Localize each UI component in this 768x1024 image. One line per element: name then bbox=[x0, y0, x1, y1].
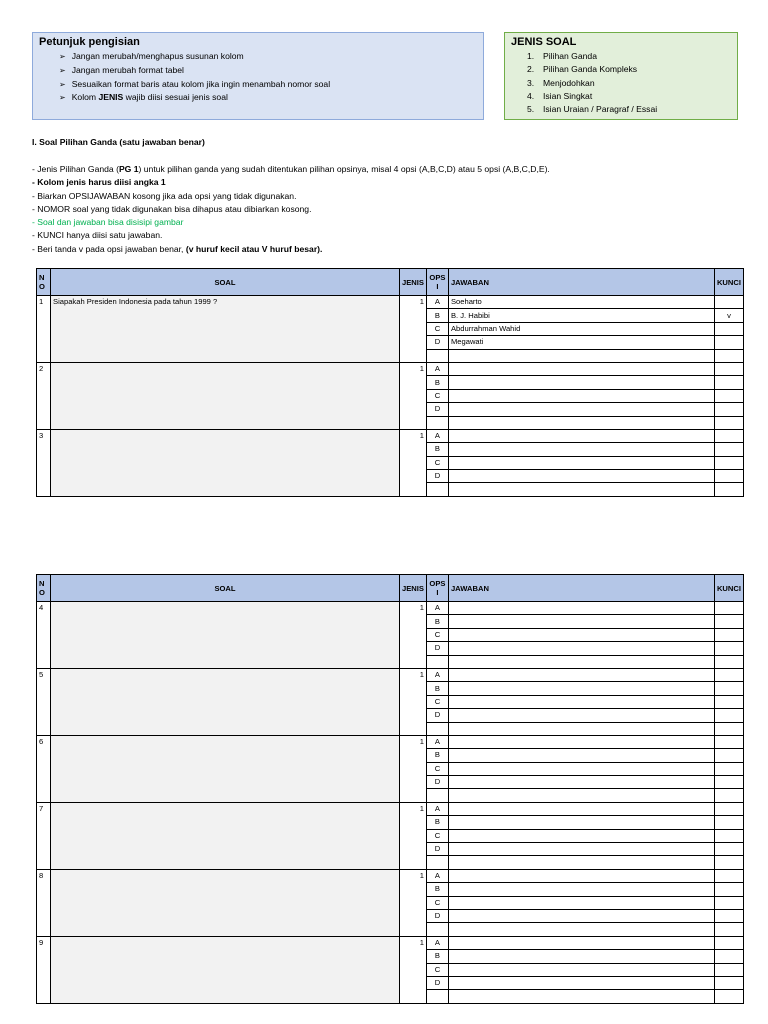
question-number: 1 bbox=[37, 296, 51, 363]
table-header-row bbox=[37, 269, 744, 296]
answer-cell[interactable] bbox=[448, 695, 714, 708]
question-number: 2 bbox=[37, 362, 51, 429]
option-letter-cell bbox=[426, 655, 448, 668]
key-cell[interactable] bbox=[714, 668, 743, 681]
key-cell[interactable] bbox=[714, 776, 743, 789]
answer-cell[interactable] bbox=[448, 443, 714, 456]
question-number: 9 bbox=[37, 936, 51, 1003]
option-letter-cell: D bbox=[426, 709, 448, 722]
header-soal: SOAL bbox=[51, 575, 400, 602]
table-row bbox=[37, 429, 744, 442]
option-letter-cell: A bbox=[426, 362, 448, 375]
table-row bbox=[37, 296, 744, 309]
option-letter-cell: A bbox=[426, 668, 448, 681]
answer-cell[interactable] bbox=[448, 869, 714, 882]
key-cell[interactable] bbox=[714, 602, 743, 615]
option-letter-cell: C bbox=[426, 322, 448, 335]
instructions-list bbox=[59, 50, 483, 105]
key-cell[interactable] bbox=[714, 470, 743, 483]
key-cell[interactable] bbox=[714, 762, 743, 775]
instruction-item: ➢ Jangan merubah format tabel bbox=[59, 64, 483, 78]
answer-cell[interactable] bbox=[448, 403, 714, 416]
key-cell[interactable] bbox=[714, 655, 743, 668]
answer-cell[interactable]: Megawati bbox=[448, 336, 714, 349]
answer-cell[interactable] bbox=[448, 829, 714, 842]
question-text-cell[interactable] bbox=[51, 869, 400, 936]
answer-cell[interactable] bbox=[448, 856, 714, 869]
option-letter-cell bbox=[426, 856, 448, 869]
rule-line: - Jenis Pilihan Ganda (PG 1) untuk pilihan ganda yang sudah ditentukan pilihan opsinya, misal 4 opsi (A,B,C,D) atau 5 opsi (A,B,C,D,E). bbox=[32, 164, 550, 174]
key-cell[interactable]: v bbox=[714, 309, 743, 322]
key-cell[interactable] bbox=[714, 923, 743, 936]
answer-cell[interactable] bbox=[448, 628, 714, 641]
answer-cell[interactable] bbox=[448, 429, 714, 442]
instruction-item: ➢ Kolom JENIS wajib diisi sesuai jenis soal bbox=[59, 91, 483, 105]
instruction-item: ➢ Sesuaikan format baris atau kolom jika ingin menambah nomor soal bbox=[59, 78, 483, 92]
question-text-cell[interactable] bbox=[51, 362, 400, 429]
option-letter-cell: B bbox=[426, 749, 448, 762]
key-cell[interactable] bbox=[714, 869, 743, 882]
question-text-cell[interactable] bbox=[51, 936, 400, 1003]
rule-line: - Kolom jenis harus diisi angka 1 bbox=[32, 177, 166, 188]
key-cell[interactable] bbox=[714, 296, 743, 309]
option-letter-cell: C bbox=[426, 963, 448, 976]
key-cell[interactable] bbox=[714, 376, 743, 389]
answer-cell[interactable]: Abdurrahman Wahid bbox=[448, 322, 714, 335]
answer-cell[interactable] bbox=[448, 843, 714, 856]
key-cell[interactable] bbox=[714, 829, 743, 842]
answer-cell[interactable] bbox=[448, 802, 714, 815]
key-cell[interactable] bbox=[714, 483, 743, 496]
key-cell[interactable] bbox=[714, 909, 743, 922]
answer-cell[interactable] bbox=[448, 470, 714, 483]
jenis-cell[interactable]: 1 bbox=[400, 429, 427, 496]
answer-cell[interactable] bbox=[448, 749, 714, 762]
answer-cell[interactable]: Soeharto bbox=[448, 296, 714, 309]
option-letter-cell bbox=[426, 349, 448, 362]
answer-cell[interactable] bbox=[448, 883, 714, 896]
option-letter-cell: A bbox=[426, 429, 448, 442]
option-letter-cell: A bbox=[426, 802, 448, 815]
table-header-row bbox=[37, 575, 744, 602]
option-letter-cell: C bbox=[426, 389, 448, 402]
key-cell[interactable] bbox=[714, 642, 743, 655]
question-number: 3 bbox=[37, 429, 51, 496]
answer-cell[interactable] bbox=[448, 735, 714, 748]
instructions-title: Petunjuk pengisian bbox=[39, 36, 140, 48]
key-cell[interactable] bbox=[714, 403, 743, 416]
key-cell[interactable] bbox=[714, 429, 743, 442]
answer-cell[interactable]: B. J. Habibi bbox=[448, 309, 714, 322]
header-jenis: JENIS bbox=[400, 575, 427, 602]
header-soal: SOAL bbox=[51, 269, 400, 296]
option-letter-cell: A bbox=[426, 296, 448, 309]
header-no: N O bbox=[37, 575, 51, 602]
instructions-box bbox=[32, 32, 484, 120]
key-cell[interactable] bbox=[714, 615, 743, 628]
answer-cell[interactable] bbox=[448, 816, 714, 829]
key-cell[interactable] bbox=[714, 322, 743, 335]
rule-line: - Soal dan jawaban bisa disisipi gambar bbox=[32, 217, 184, 228]
question-text-cell[interactable] bbox=[51, 602, 400, 669]
header-jawaban: JAWABAN bbox=[448, 575, 714, 602]
answer-cell[interactable] bbox=[448, 976, 714, 989]
table-row bbox=[37, 869, 744, 882]
rule-line: - Biarkan OPSIJAWABAN kosong jika ada opsi yang tidak digunakan. bbox=[32, 190, 297, 201]
key-cell[interactable] bbox=[714, 816, 743, 829]
option-letter-cell bbox=[426, 416, 448, 429]
key-cell[interactable] bbox=[714, 735, 743, 748]
option-letter-cell: D bbox=[426, 470, 448, 483]
key-cell[interactable] bbox=[714, 709, 743, 722]
header-jenis: JENIS bbox=[400, 269, 427, 296]
option-letter-cell: D bbox=[426, 976, 448, 989]
option-letter-cell: C bbox=[426, 695, 448, 708]
rules-text bbox=[32, 163, 752, 256]
question-number: 8 bbox=[37, 869, 51, 936]
key-cell[interactable] bbox=[714, 856, 743, 869]
key-cell[interactable] bbox=[714, 802, 743, 815]
key-cell[interactable] bbox=[714, 963, 743, 976]
question-text-cell[interactable] bbox=[51, 735, 400, 802]
jenis-soal-item: 5. Isian Uraian / Paragraf / Essai bbox=[527, 104, 658, 115]
key-cell[interactable] bbox=[714, 456, 743, 469]
option-letter-cell bbox=[426, 923, 448, 936]
jenis-cell[interactable]: 1 bbox=[400, 735, 427, 802]
option-letter-cell bbox=[426, 990, 448, 1003]
jenis-cell[interactable]: 1 bbox=[400, 362, 427, 429]
answer-cell[interactable] bbox=[448, 776, 714, 789]
table-row bbox=[37, 802, 744, 815]
option-letter-cell: A bbox=[426, 869, 448, 882]
question-number: 5 bbox=[37, 668, 51, 735]
option-letter-cell: B bbox=[426, 950, 448, 963]
key-cell[interactable] bbox=[714, 389, 743, 402]
option-letter-cell: C bbox=[426, 829, 448, 842]
jenis-soal-title: JENIS SOAL bbox=[511, 36, 577, 48]
instruction-item: ➢ Jangan merubah/menghapus susunan kolom bbox=[59, 50, 483, 64]
answer-cell[interactable] bbox=[448, 483, 714, 496]
question-table-2 bbox=[36, 574, 744, 1004]
table-row bbox=[37, 602, 744, 615]
option-letter-cell: A bbox=[426, 936, 448, 949]
option-letter-cell: D bbox=[426, 909, 448, 922]
header-kunci: KUNCI bbox=[714, 575, 743, 602]
option-letter-cell bbox=[426, 483, 448, 496]
key-cell[interactable] bbox=[714, 950, 743, 963]
option-letter-cell: C bbox=[426, 456, 448, 469]
option-letter-cell: C bbox=[426, 762, 448, 775]
question-number: 7 bbox=[37, 802, 51, 869]
option-letter-cell: B bbox=[426, 376, 448, 389]
key-cell[interactable] bbox=[714, 976, 743, 989]
option-letter-cell: C bbox=[426, 896, 448, 909]
option-letter-cell: A bbox=[426, 735, 448, 748]
header-jawaban: JAWABAN bbox=[448, 269, 714, 296]
option-letter-cell bbox=[426, 789, 448, 802]
answer-cell[interactable] bbox=[448, 349, 714, 362]
rule-line: - NOMOR soal yang tidak digunakan bisa dihapus atau dibiarkan kosong. bbox=[32, 203, 312, 214]
header-no: N O bbox=[37, 269, 51, 296]
option-letter-cell: A bbox=[426, 602, 448, 615]
key-cell[interactable] bbox=[714, 628, 743, 641]
jenis-soal-item: 3. Menjodohkan bbox=[527, 77, 595, 88]
answer-cell[interactable] bbox=[448, 456, 714, 469]
question-number: 4 bbox=[37, 602, 51, 669]
option-letter-cell: D bbox=[426, 403, 448, 416]
option-letter-cell: B bbox=[426, 309, 448, 322]
answer-cell[interactable] bbox=[448, 990, 714, 1003]
answer-cell[interactable] bbox=[448, 722, 714, 735]
answer-cell[interactable] bbox=[448, 602, 714, 615]
key-cell[interactable] bbox=[714, 749, 743, 762]
key-cell[interactable] bbox=[714, 843, 743, 856]
section-title: I. Soal Pilihan Ganda (satu jawaban benar) bbox=[32, 137, 205, 147]
option-letter-cell: B bbox=[426, 443, 448, 456]
jenis-cell[interactable]: 1 bbox=[400, 602, 427, 669]
rule-line: - Beri tanda v pada opsi jawaban benar, (v huruf kecil atau V huruf besar). bbox=[32, 243, 323, 254]
option-letter-cell: B bbox=[426, 816, 448, 829]
question-number: 6 bbox=[37, 735, 51, 802]
jenis-cell[interactable]: 1 bbox=[400, 802, 427, 869]
answer-cell[interactable] bbox=[448, 950, 714, 963]
answer-cell[interactable] bbox=[448, 909, 714, 922]
answer-cell[interactable] bbox=[448, 789, 714, 802]
question-text-cell[interactable] bbox=[51, 429, 400, 496]
table-row bbox=[37, 362, 744, 375]
rule-line: - KUNCI hanya diisi satu jawaban. bbox=[32, 230, 163, 241]
answer-cell[interactable] bbox=[448, 896, 714, 909]
question-text-cell[interactable]: Siapakah Presiden Indonesia pada tahun 1999 ? bbox=[51, 296, 400, 363]
answer-cell[interactable] bbox=[448, 376, 714, 389]
key-cell[interactable] bbox=[714, 789, 743, 802]
header-kunci: KUNCI bbox=[714, 269, 743, 296]
answer-cell[interactable] bbox=[448, 389, 714, 402]
jenis-soal-item: 2. Pilihan Ganda Kompleks bbox=[527, 64, 638, 75]
jenis-soal-list bbox=[527, 50, 737, 116]
key-cell[interactable] bbox=[714, 349, 743, 362]
answer-cell[interactable] bbox=[448, 762, 714, 775]
jenis-cell[interactable]: 1 bbox=[400, 869, 427, 936]
question-text-cell[interactable] bbox=[51, 668, 400, 735]
key-cell[interactable] bbox=[714, 990, 743, 1003]
jenis-soal-item: 4. Isian Singkat bbox=[527, 90, 593, 101]
key-cell[interactable] bbox=[714, 896, 743, 909]
answer-cell[interactable] bbox=[448, 615, 714, 628]
option-letter-cell: D bbox=[426, 336, 448, 349]
answer-cell[interactable] bbox=[448, 642, 714, 655]
answer-cell[interactable] bbox=[448, 936, 714, 949]
answer-cell[interactable] bbox=[448, 416, 714, 429]
answer-cell[interactable] bbox=[448, 362, 714, 375]
option-letter-cell: B bbox=[426, 615, 448, 628]
jenis-cell[interactable]: 1 bbox=[400, 296, 427, 363]
key-cell[interactable] bbox=[714, 443, 743, 456]
header-opsi: OPS I bbox=[426, 575, 448, 602]
table-row bbox=[37, 936, 744, 949]
option-letter-cell: C bbox=[426, 628, 448, 641]
answer-cell[interactable] bbox=[448, 682, 714, 695]
key-cell[interactable] bbox=[714, 936, 743, 949]
answer-cell[interactable] bbox=[448, 963, 714, 976]
question-text-cell[interactable] bbox=[51, 802, 400, 869]
header-opsi: OPS I bbox=[426, 269, 448, 296]
key-cell[interactable] bbox=[714, 362, 743, 375]
key-cell[interactable] bbox=[714, 883, 743, 896]
key-cell[interactable] bbox=[714, 695, 743, 708]
jenis-cell[interactable]: 1 bbox=[400, 668, 427, 735]
question-table-1 bbox=[36, 268, 744, 497]
answer-cell[interactable] bbox=[448, 923, 714, 936]
jenis-soal-item: 1. Pilihan Ganda bbox=[527, 51, 597, 61]
option-letter-cell: D bbox=[426, 843, 448, 856]
key-cell[interactable] bbox=[714, 722, 743, 735]
key-cell[interactable] bbox=[714, 416, 743, 429]
key-cell[interactable] bbox=[714, 336, 743, 349]
table-row bbox=[37, 735, 744, 748]
table-row bbox=[37, 668, 744, 681]
option-letter-cell: B bbox=[426, 682, 448, 695]
answer-cell[interactable] bbox=[448, 668, 714, 681]
answer-cell[interactable] bbox=[448, 709, 714, 722]
jenis-soal-box bbox=[504, 32, 738, 120]
jenis-cell[interactable]: 1 bbox=[400, 936, 427, 1003]
option-letter-cell bbox=[426, 722, 448, 735]
answer-cell[interactable] bbox=[448, 655, 714, 668]
key-cell[interactable] bbox=[714, 682, 743, 695]
option-letter-cell: D bbox=[426, 642, 448, 655]
option-letter-cell: D bbox=[426, 776, 448, 789]
option-letter-cell: B bbox=[426, 883, 448, 896]
